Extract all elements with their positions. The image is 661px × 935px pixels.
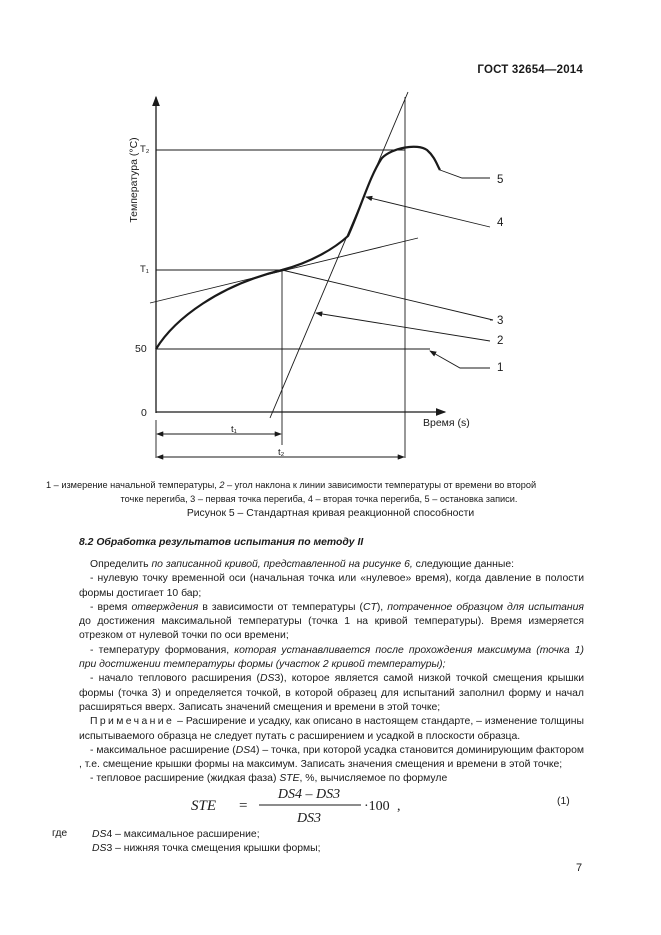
callout-5: 5 (497, 174, 504, 186)
y-tick-0: 0 (141, 407, 147, 419)
para-max-expansion: - максимальное расширение (DS4) – точка, при которой усадка становится доминирующим фактором , т.е. смещение крышки формы на максимум. Записать значения смещения и времени в этой точке; (79, 744, 584, 771)
def-ds3: DS3 – нижняя точка смещения крышки формы; (92, 843, 321, 855)
standard-code: ГОСТ 32654—2014 (477, 64, 583, 76)
legend-line1-part1: 1 – измерение начальной температуры, (46, 480, 220, 490)
callout-2-leader (316, 313, 490, 341)
formula-comma: , (397, 799, 401, 814)
y-tick-50: 50 (135, 343, 147, 355)
callout-3: 3 (497, 315, 504, 327)
section-title: 8.2 Обработка результатов испытания по методу II (79, 537, 364, 548)
formula-tail: ·100 (364, 799, 390, 814)
para-cure-time: - время отверждения в зависимости от температуры (CT), потраченное образцом для испытания до достижения максимальной температуры (точка 1 на кривой температуры). Время измеряется отрезком от нулевой точки по оси времени; (79, 601, 584, 642)
equation-number: (1) (557, 796, 570, 807)
body-text (79, 558, 584, 787)
x-tick-t2: t₂ (278, 447, 285, 458)
callout-5-leader (440, 170, 490, 178)
para-note: Примечание – Расширение и усадку, как описано в настоящем стандарте, – изменение толщины испытываемого образца не следует путать с расширением и усадкой в плоскости образца. (79, 716, 584, 742)
para-zero-point: - нулевую точку временной оси (начальная точка или «нулевое» время), когда давление в полости формы достигает 10 бар; (79, 573, 584, 599)
where-label: где (52, 828, 68, 839)
legend-line1-part2: – угол наклона к линии зависимости температуры от времени во второй (224, 480, 537, 490)
formula-ste (189, 784, 489, 828)
para-intro: Определить по записанной кривой, представленной на рисунке 6, следующие данные: (90, 559, 514, 570)
figure-caption: Рисунок 5 – Стандартная кривая реакционной способности (186, 508, 475, 519)
formula-denominator: DS3 (296, 811, 322, 826)
formula-eq: = (239, 798, 248, 814)
callout-1-leader (430, 351, 490, 368)
def-ds4: DS4 – максимальное расширение; (92, 829, 260, 840)
y-tick-t2: T₂ (140, 144, 150, 155)
legend-line2: точке перегиба, 3 – первая точка перегиба, 4 – вторая точка перегиба, 5 – остановка записи. (120, 494, 518, 504)
para-expansion-start: - начало теплового расширения (DS3), которое является самой низкой точкой смещения крышки формы (точка 3) и определяется точкой, в которой образец для испытаний заполнил форму и начал расширяться вверх. Записать значений смещения и времени в этой точке; (79, 673, 584, 713)
x-axis-label: Время (s) (423, 417, 470, 429)
para-thermal-expansion: - тепловое расширение (жидкая фаза) STE, %, вычисляемое по формуле (90, 773, 448, 785)
figure-legend (46, 478, 592, 506)
page-number: 7 (576, 862, 583, 874)
para-mold-temp: - температуру формования, которая устанавливается после прохождения максимума (точка 1) при достижении температуры формы (участок 2 кривой температуры); (79, 644, 584, 671)
y-axis-label: Температура (°C) (128, 137, 140, 223)
temperature-curve (156, 147, 440, 349)
x-tick-t1: t₁ (231, 424, 237, 435)
formula-numerator: DS4 – DS3 (277, 787, 341, 802)
callout-4: 4 (497, 217, 504, 229)
callout-4-leader (366, 197, 490, 227)
y-tick-t1: T₁ (140, 264, 150, 275)
callout-2: 2 (497, 335, 504, 347)
legend-line1-n2: 2 (219, 480, 225, 490)
callout-1: 1 (497, 362, 504, 374)
tangent-second-inflection (270, 92, 408, 418)
formula-lhs: STE (191, 798, 217, 814)
variable-definitions (92, 828, 321, 857)
